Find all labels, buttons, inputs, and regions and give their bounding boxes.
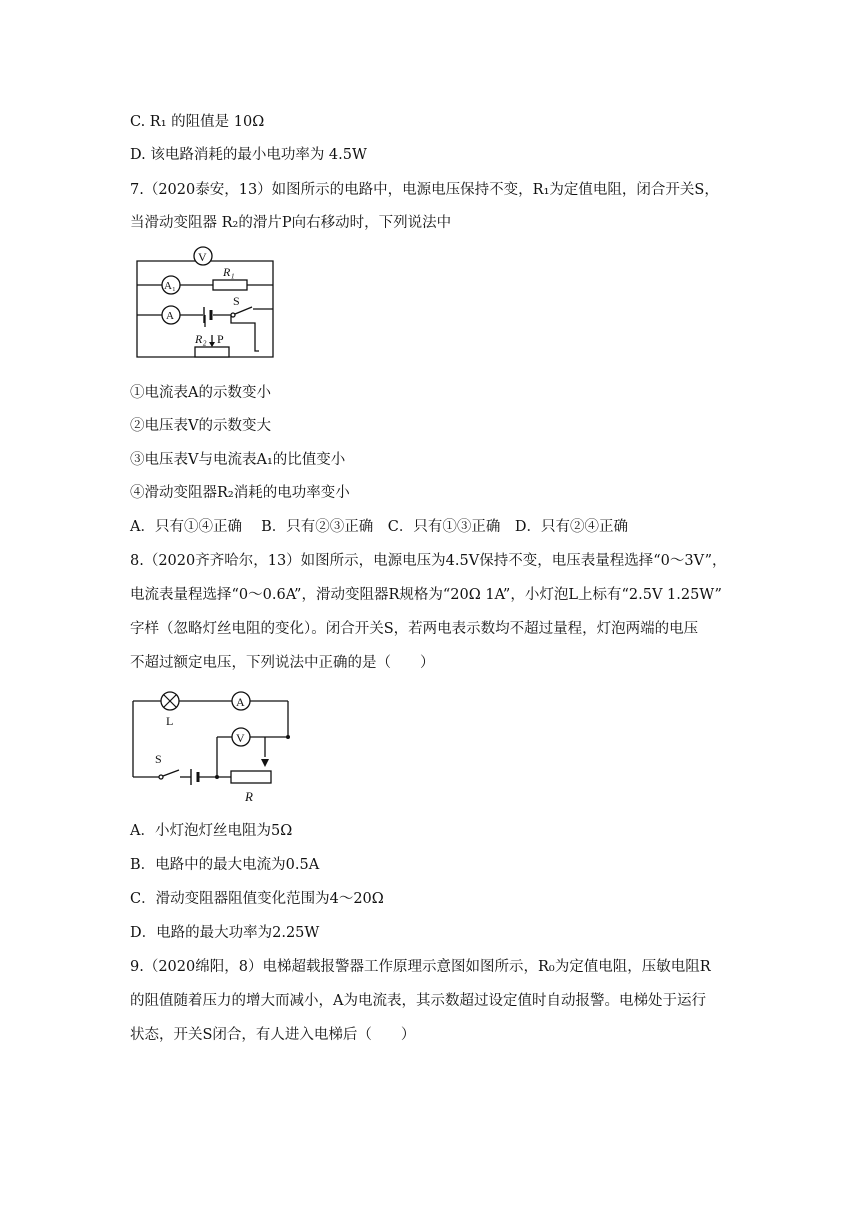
q7-switch-label: S <box>233 294 240 308</box>
q7-r1-label: R₁ <box>223 265 235 279</box>
q8-option-a: A．小灯泡灯丝电阻为5Ω <box>130 823 293 839</box>
q8-lamp-label: L <box>166 714 174 728</box>
q7-statement-4: ④滑动变阻器R₂消耗的电功率变小 <box>130 485 350 501</box>
q8-stem-line-2: 电流表量程选择“0～0.6A”，滑动变阻器R规格为“20Ω 1A”，小灯泡L上标有“2.5V 1.25W” <box>130 587 722 603</box>
q7-resistor-r1 <box>213 280 247 290</box>
q8-rheostat <box>231 771 271 783</box>
q8-option-c: C．滑动变阻器阻值变化范围为4～20Ω <box>130 891 384 907</box>
q8-option-b: B．电路中的最大电流为0.5A <box>130 857 320 873</box>
q8-voltmeter-label: V <box>236 731 245 745</box>
q7-r2-label: R₂ <box>195 332 207 346</box>
q8-switch-label: S <box>155 752 162 766</box>
q8-battery-icon <box>191 769 198 785</box>
q9-stem-line-1: 9.（2020绵阳，8）电梯超载报警器工作原理示意图如图所示，R₀为定值电阻，压敏电阻R <box>130 959 711 975</box>
q8-stem-line-4: 不超过额定电压，下列说法中正确的是（ ） <box>130 655 435 671</box>
q7-voltmeter-label: V <box>198 250 207 264</box>
q6-option-c: C. R₁ 的阻值是 10Ω <box>130 114 265 130</box>
q8-slider-arrow-icon <box>261 759 269 767</box>
q7-statement-1: ①电流表A的示数变小 <box>130 385 271 401</box>
q8-rheostat-label: R <box>245 789 253 804</box>
q8-ammeter-label: A <box>236 695 245 709</box>
q9-stem-line-3: 状态，开关S闭合，有人进入电梯后（ ） <box>130 1027 416 1043</box>
q9-stem-line-2: 的阻值随着压力的增大而减小，A为电流表，其示数超过设定值时自动报警。电梯处于运行 <box>130 993 706 1009</box>
q7-options: A．只有①④正确 B．只有②③正确 C．只有①③正确 D．只有②④正确 <box>130 519 628 535</box>
q7-slider-label: P <box>217 332 224 346</box>
q8-stem-line-1: 8.（2020齐齐哈尔，13）如图所示，电源电压为4.5V保持不变，电压表量程选择“0～3V”， <box>130 553 727 569</box>
q8-lamp-icon <box>161 692 179 710</box>
q7-rheostat-r2 <box>195 347 229 357</box>
q7-ammeter-a-label: A <box>166 310 174 322</box>
q7-slider-arrow-icon <box>209 342 215 347</box>
q7-statement-2: ②电压表V的示数变大 <box>130 418 271 434</box>
q7-circuit-diagram <box>125 243 285 363</box>
q7-switch-icon <box>231 307 252 317</box>
q6-option-d: D. 该电路消耗的最小电功率为 4.5W <box>130 147 367 163</box>
q8-stem-line-3: 字样（忽略灯丝电阻的变化）。闭合开关S，若两电表示数均不超过量程，灯泡两端的电压 <box>130 621 699 637</box>
q8-switch-icon <box>159 770 179 779</box>
q8-circuit-diagram <box>125 683 305 808</box>
q7-ammeter-a1-label: A₁ <box>164 280 176 292</box>
q7-statement-3: ③电压表V与电流表A₁的比值变小 <box>130 452 346 468</box>
q7-stem-line-2: 当滑动变阻器 R₂的滑片P向右移动时，下列说法中 <box>130 215 452 231</box>
q8-option-d: D．电路的最大功率为2.25W <box>130 925 320 941</box>
q7-stem-line-1: 7.（2020泰安，13）如图所示的电路中，电源电压保持不变，R₁为定值电阻，闭合开关S， <box>130 182 719 198</box>
